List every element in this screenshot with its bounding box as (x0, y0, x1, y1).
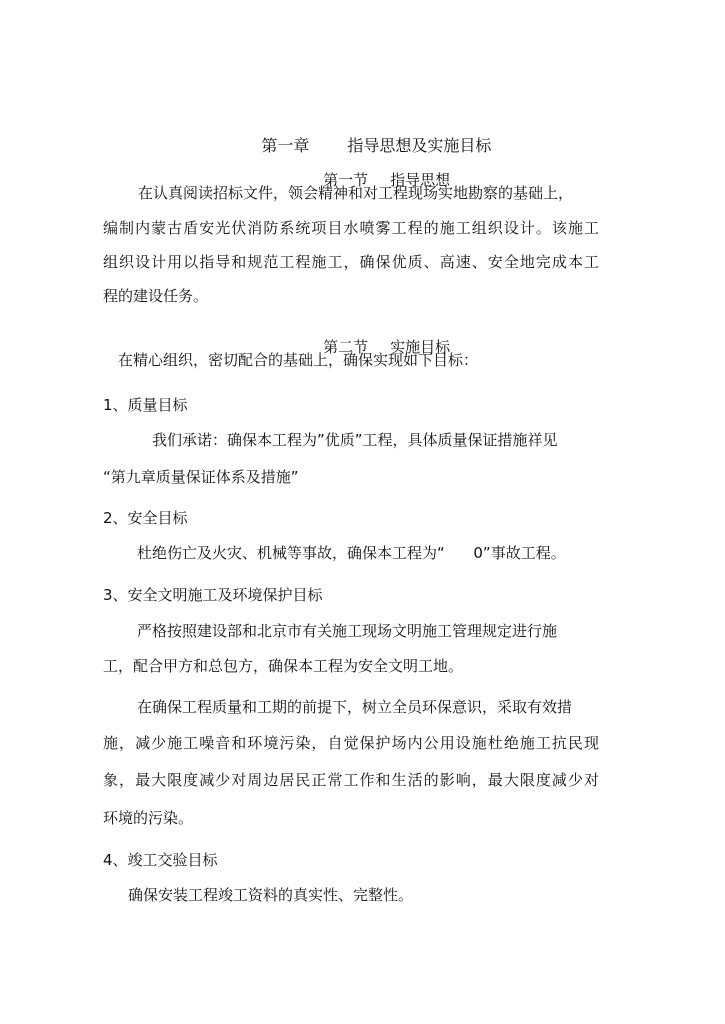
section1-title: 指导思想 (390, 171, 451, 189)
section1-number: 第一节 (323, 171, 369, 189)
goal-text-line: “第九章质量保证体系及措施” (103, 468, 299, 486)
paragraph-line: 编制内蒙古盾安光伏消防系统项目水喷雾工程的施工组织设计。该施工 (103, 219, 599, 237)
goal-heading-quality: 1、质量目标 (103, 396, 188, 414)
goal-text-line: 我们承诺：确保本工程为”优质”工程，具体质量保证措施祥见 (152, 431, 558, 449)
goal-heading-completion: 4、竣工交验目标 (103, 851, 218, 869)
section2-intro: 在精心组织，密切配合的基础上，确保实现如下目标： (118, 351, 479, 369)
goal-text-line: 杜绝伤亡及火灾、机械等事故，确保本工程为“ 0”事故工程。 (137, 544, 566, 562)
goal-text-line: 工，配合甲方和总包方，确保本工程为安全文明工地。 (103, 657, 464, 675)
paragraph-line: 在认真阅读招标文件，领会精神和对工程现场实地勘察的基础上， (138, 184, 574, 202)
paragraph-line: 组织设计用以指导和规范工程施工，确保优质、高速、安全地完成本工 (103, 253, 599, 271)
paragraph-line: 程的建设任务。 (103, 287, 209, 305)
goal-heading-civilized: 3、安全文明施工及环境保护目标 (103, 586, 323, 604)
goal-heading-safety: 2、安全目标 (103, 509, 188, 527)
goal-text-line: 确保安装工程竣工资料的真实性、完整性。 (128, 886, 414, 904)
chapter-title: 指导思想及实施目标 (347, 136, 492, 155)
goal-text-line: 施，减少施工噪音和环境污染，自觉保护场内公用设施杜绝施工抗民现 (103, 734, 599, 752)
section2-number: 第二节 (323, 338, 369, 356)
goal-text-line: 象，最大限度减少对周边居民正常工作和生活的影响，最大限度减少对 (103, 771, 599, 789)
goal-text-line: 在确保工程质量和工期的前提下，树立全员环保意识，采取有效措 (137, 698, 573, 716)
chapter-number: 第一章 (261, 136, 310, 155)
goal-text-line: 严格按照建设部和北京市有关施工现场文明施工管理规定进行施 (137, 622, 558, 640)
section2-title: 实施目标 (390, 338, 451, 356)
goal-text-line: 环境的污染。 (103, 809, 194, 827)
